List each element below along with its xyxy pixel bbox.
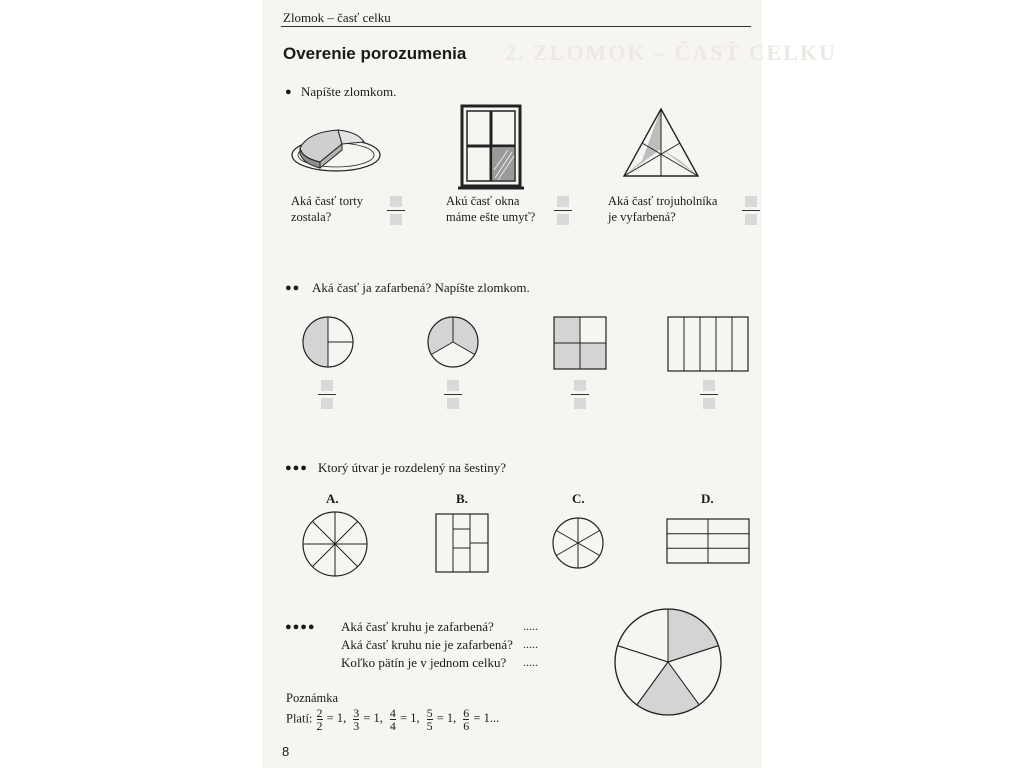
note-fraction <box>316 706 347 733</box>
answer-box-window[interactable] <box>556 196 570 225</box>
shaded-fifth-slice <box>637 662 699 715</box>
shape-c-circle-sixths[interactable] <box>550 515 606 571</box>
fraction-equals: = 1, <box>396 711 420 726</box>
fraction-denominator: 3 <box>353 719 360 733</box>
task4-question-2: Aká časť kruhu nie je zafarbená? <box>341 637 513 652</box>
task2-bullet: ●● <box>285 282 301 294</box>
note-fraction <box>352 706 383 733</box>
note-fraction <box>389 706 420 733</box>
fraction <box>317 707 323 732</box>
fraction-numerator: 6 <box>463 706 470 720</box>
shape-label-c: C. <box>572 491 585 506</box>
rectangle-fifths-shape <box>666 315 750 373</box>
header-rule <box>281 26 751 27</box>
fraction <box>353 707 359 732</box>
answer-box-square-quarters[interactable] <box>573 380 587 409</box>
task3-instruction: Ktorý útvar je rozdelený na šestiny? <box>318 460 507 475</box>
fraction-equals: = 1, <box>433 711 457 726</box>
task1-instruction: Napíšte zlomkom. <box>301 84 397 99</box>
answer-box-circle-halves[interactable] <box>320 380 334 409</box>
fraction-numerator: 5 <box>426 706 433 720</box>
shape-a-circle-eighths[interactable] <box>300 509 370 579</box>
fraction <box>390 707 396 732</box>
note-formula <box>286 707 505 732</box>
triangle-illustration <box>622 106 700 180</box>
task4-question-1: Aká časť kruhu je zafarbená? <box>341 619 494 634</box>
circle-fifths-shape <box>612 606 724 718</box>
note-fractions <box>316 706 506 733</box>
section-title: Overenie porozumenia <box>283 44 467 63</box>
running-head: Zlomok – časť celku <box>283 10 391 25</box>
task1-question-triangle: Aká časť trojuholníka je vyfarbená? <box>608 194 718 224</box>
fraction-numerator: 2 <box>316 706 323 720</box>
cake-illustration <box>290 118 382 180</box>
task2-instruction: Aká časť ja zafarbená? Napíšte zlomkom. <box>312 280 530 295</box>
shape-label-b: B. <box>456 491 468 506</box>
answer-dots-3[interactable]: ..... <box>523 655 538 669</box>
task4-question-3: Koľko pätín je v jednom celku? <box>341 655 507 670</box>
note-fraction <box>462 706 500 733</box>
shape-d-rectangle-sixths[interactable] <box>665 517 751 565</box>
fraction <box>463 707 469 732</box>
fraction-denominator: 4 <box>389 719 396 733</box>
task1-question-cake: Aká časť torty zostala? <box>291 194 363 224</box>
answer-box-rectangle-fifths[interactable] <box>702 380 716 409</box>
window-illustration <box>458 104 524 190</box>
fraction-equals: = 1, <box>323 711 347 726</box>
fraction-numerator: 3 <box>353 706 360 720</box>
task1-question-window: Akú časť okna máme ešte umyť? <box>446 194 536 224</box>
fraction-equals: = 1... <box>470 711 500 726</box>
shape-b-divided-rectangle[interactable] <box>434 512 490 574</box>
task3-bullet: ●●● <box>285 462 308 474</box>
circle-halves-shape <box>302 316 354 368</box>
task4-bullet: ●●●● <box>285 621 316 633</box>
note-prefix: Platí: <box>286 711 313 726</box>
task1-bullet: ● <box>285 86 293 98</box>
fifth-slice <box>618 609 668 662</box>
circle-thirds-shape <box>426 315 480 369</box>
fraction-equals: = 1, <box>360 711 383 726</box>
answer-box-circle-thirds[interactable] <box>446 380 460 409</box>
fraction-denominator: 5 <box>426 719 433 733</box>
note-title: Poznámka <box>286 691 339 705</box>
answer-box-triangle[interactable] <box>744 196 758 225</box>
fraction-denominator: 2 <box>316 719 323 733</box>
fraction-denominator: 6 <box>463 719 470 733</box>
fraction-numerator: 4 <box>389 706 396 720</box>
answer-dots-1[interactable]: ..... <box>523 619 538 633</box>
fraction <box>427 707 433 732</box>
page-number: 8 <box>282 744 290 759</box>
answer-box-cake[interactable] <box>389 196 403 225</box>
shape-label-d: D. <box>701 491 714 506</box>
shape-label-a: A. <box>326 491 339 506</box>
answer-dots-2[interactable]: ..... <box>523 637 538 651</box>
ghost-heading: 2. ZLOMOK – ČASŤ CELKU <box>505 40 837 65</box>
square-quarters-shape <box>552 315 608 371</box>
note-fraction <box>426 706 457 733</box>
